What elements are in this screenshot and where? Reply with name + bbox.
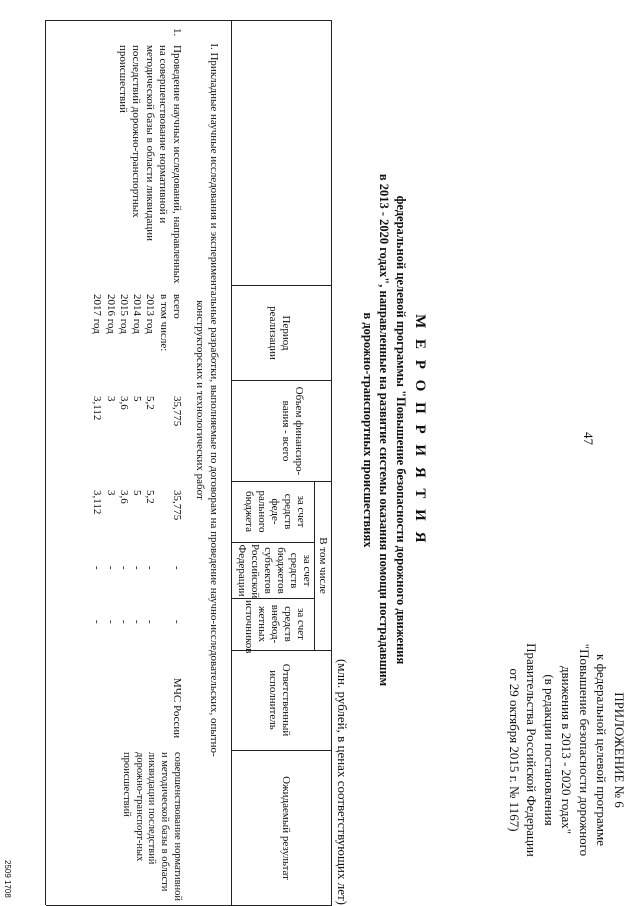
regional-cell — [156, 566, 169, 570]
table-header-bottom — [231, 20, 232, 905]
regional-cell: - — [144, 566, 157, 570]
col-divider — [232, 285, 332, 286]
executor-cell: МЧС России — [171, 678, 183, 739]
header-regional: за счет средств бюджетов субъектов Российской Федерации — [236, 544, 313, 599]
period-cell: 2013 год — [144, 294, 157, 334]
header-period: Период реализации — [267, 306, 292, 360]
title-line: в 2013 - 2020 годах", направленные на развитие системы оказания помощи пострадавшим — [377, 173, 392, 687]
regional-cell: - — [171, 566, 183, 570]
period-cell: 2015 год — [117, 294, 130, 334]
federal-cell: 3,112 — [91, 490, 104, 515]
period-cell: 2016 год — [104, 294, 117, 334]
period-cell: 2014 год — [131, 294, 144, 334]
volume-cell: 35,775 — [171, 396, 183, 427]
table-left-border — [46, 20, 332, 21]
page-number: 47 — [581, 432, 596, 445]
footer-code: 2509 1708 — [3, 860, 12, 898]
table-top-border — [331, 20, 332, 905]
col-divider — [232, 750, 332, 751]
header-volume: Объем финансиро-вания - всего — [280, 386, 305, 476]
col-divider — [232, 598, 315, 599]
header-executor: Ответственный исполнитель — [267, 663, 292, 737]
federal-cell — [156, 490, 169, 520]
col-divider — [232, 542, 315, 543]
header-federal: за счет средств феде-рального бюджета — [243, 490, 307, 533]
units-note: (млн. рублей, в ценах соответствующих лет) — [335, 658, 350, 905]
document-title — [360, 150, 429, 710]
offbudget-cell: - — [91, 620, 104, 624]
appendix-line: движения в 2013 - 2020 годах" — [559, 665, 575, 835]
title-line: в дорожно-транспортных происшествиях — [361, 312, 375, 548]
offbudget-cell: - — [144, 620, 157, 624]
volume-cell: 3 — [104, 396, 117, 402]
offbudget-cell — [156, 620, 169, 624]
col-divider — [232, 380, 332, 381]
offbudget-column — [90, 620, 183, 624]
subheader-border — [314, 481, 315, 650]
federal-cell: 5,2 — [144, 490, 157, 504]
header-result: Ожидаемый результат — [280, 776, 292, 880]
appendix-line: от 29 октября 2015 г. № 1167) — [507, 668, 522, 832]
offbudget-cell: - — [104, 620, 117, 624]
table-bottom-border — [45, 20, 46, 905]
regional-cell: - — [104, 566, 117, 570]
offbudget-cell: - — [171, 620, 183, 624]
result-cell: совершенствование нормативной и методической базы в области ликвидации последствий дорожно-транспорт-ных происшествий — [120, 752, 183, 902]
regional-cell: - — [131, 566, 144, 570]
header-in-total: В том числе — [317, 537, 329, 594]
period-cell: в том числе: — [157, 294, 170, 352]
volume-cell: 3,6 — [117, 396, 130, 410]
federal-cell: 3 — [104, 490, 117, 496]
appendix-line: ПРИЛОЖЕНИЕ № 6 — [612, 692, 627, 808]
periods-column — [90, 294, 183, 384]
row-name: Проведение научных исследований, направленных на совершенствование нормативной и методической базы в области ликвидации последствий дорожно-транспортных происшествий — [117, 45, 183, 284]
federal-cell: 3,6 — [117, 490, 130, 504]
offbudget-cell: - — [131, 620, 144, 624]
title-line: федеральной целевой программы "Повышение безопасности дорожного движения — [394, 195, 408, 665]
section-title: I. Прикладные научные исследования и экспериментальные разработки, выполняемые по договорам на проведение научно-исследовательских, опытно-конструкторских и технологических работ — [194, 43, 220, 757]
appendix-line: (в редакции постановления — [542, 674, 557, 826]
title-main: М Е Р О П Р И Я Т И Я — [412, 314, 428, 546]
federal-column — [90, 490, 183, 520]
offbudget-cell: - — [117, 620, 130, 624]
row-number: 1. — [171, 28, 183, 37]
appendix-line: "Повышение безопасности дорожного — [577, 643, 592, 857]
volume-column — [90, 396, 183, 426]
volume-cell: 5,2 — [144, 396, 157, 410]
appendix-line: к федеральной целевой программе — [594, 654, 610, 846]
header-offbudget: за счет средств внебюд-жетных источников — [243, 600, 307, 654]
appendix-line: Правительства Российской Федерации — [524, 643, 540, 857]
federal-cell: 35,775 — [171, 490, 183, 521]
federal-cell: 5 — [131, 490, 144, 496]
period-cell: всего — [171, 294, 183, 319]
volume-cell: 5 — [131, 396, 144, 402]
appendix-block — [506, 600, 629, 900]
period-cell: 2017 год — [91, 294, 104, 334]
regional-cell: - — [117, 566, 130, 570]
volume-cell: 3,112 — [91, 396, 104, 421]
regional-column — [90, 566, 183, 570]
volume-cell — [156, 396, 169, 426]
regional-cell: - — [91, 566, 104, 570]
